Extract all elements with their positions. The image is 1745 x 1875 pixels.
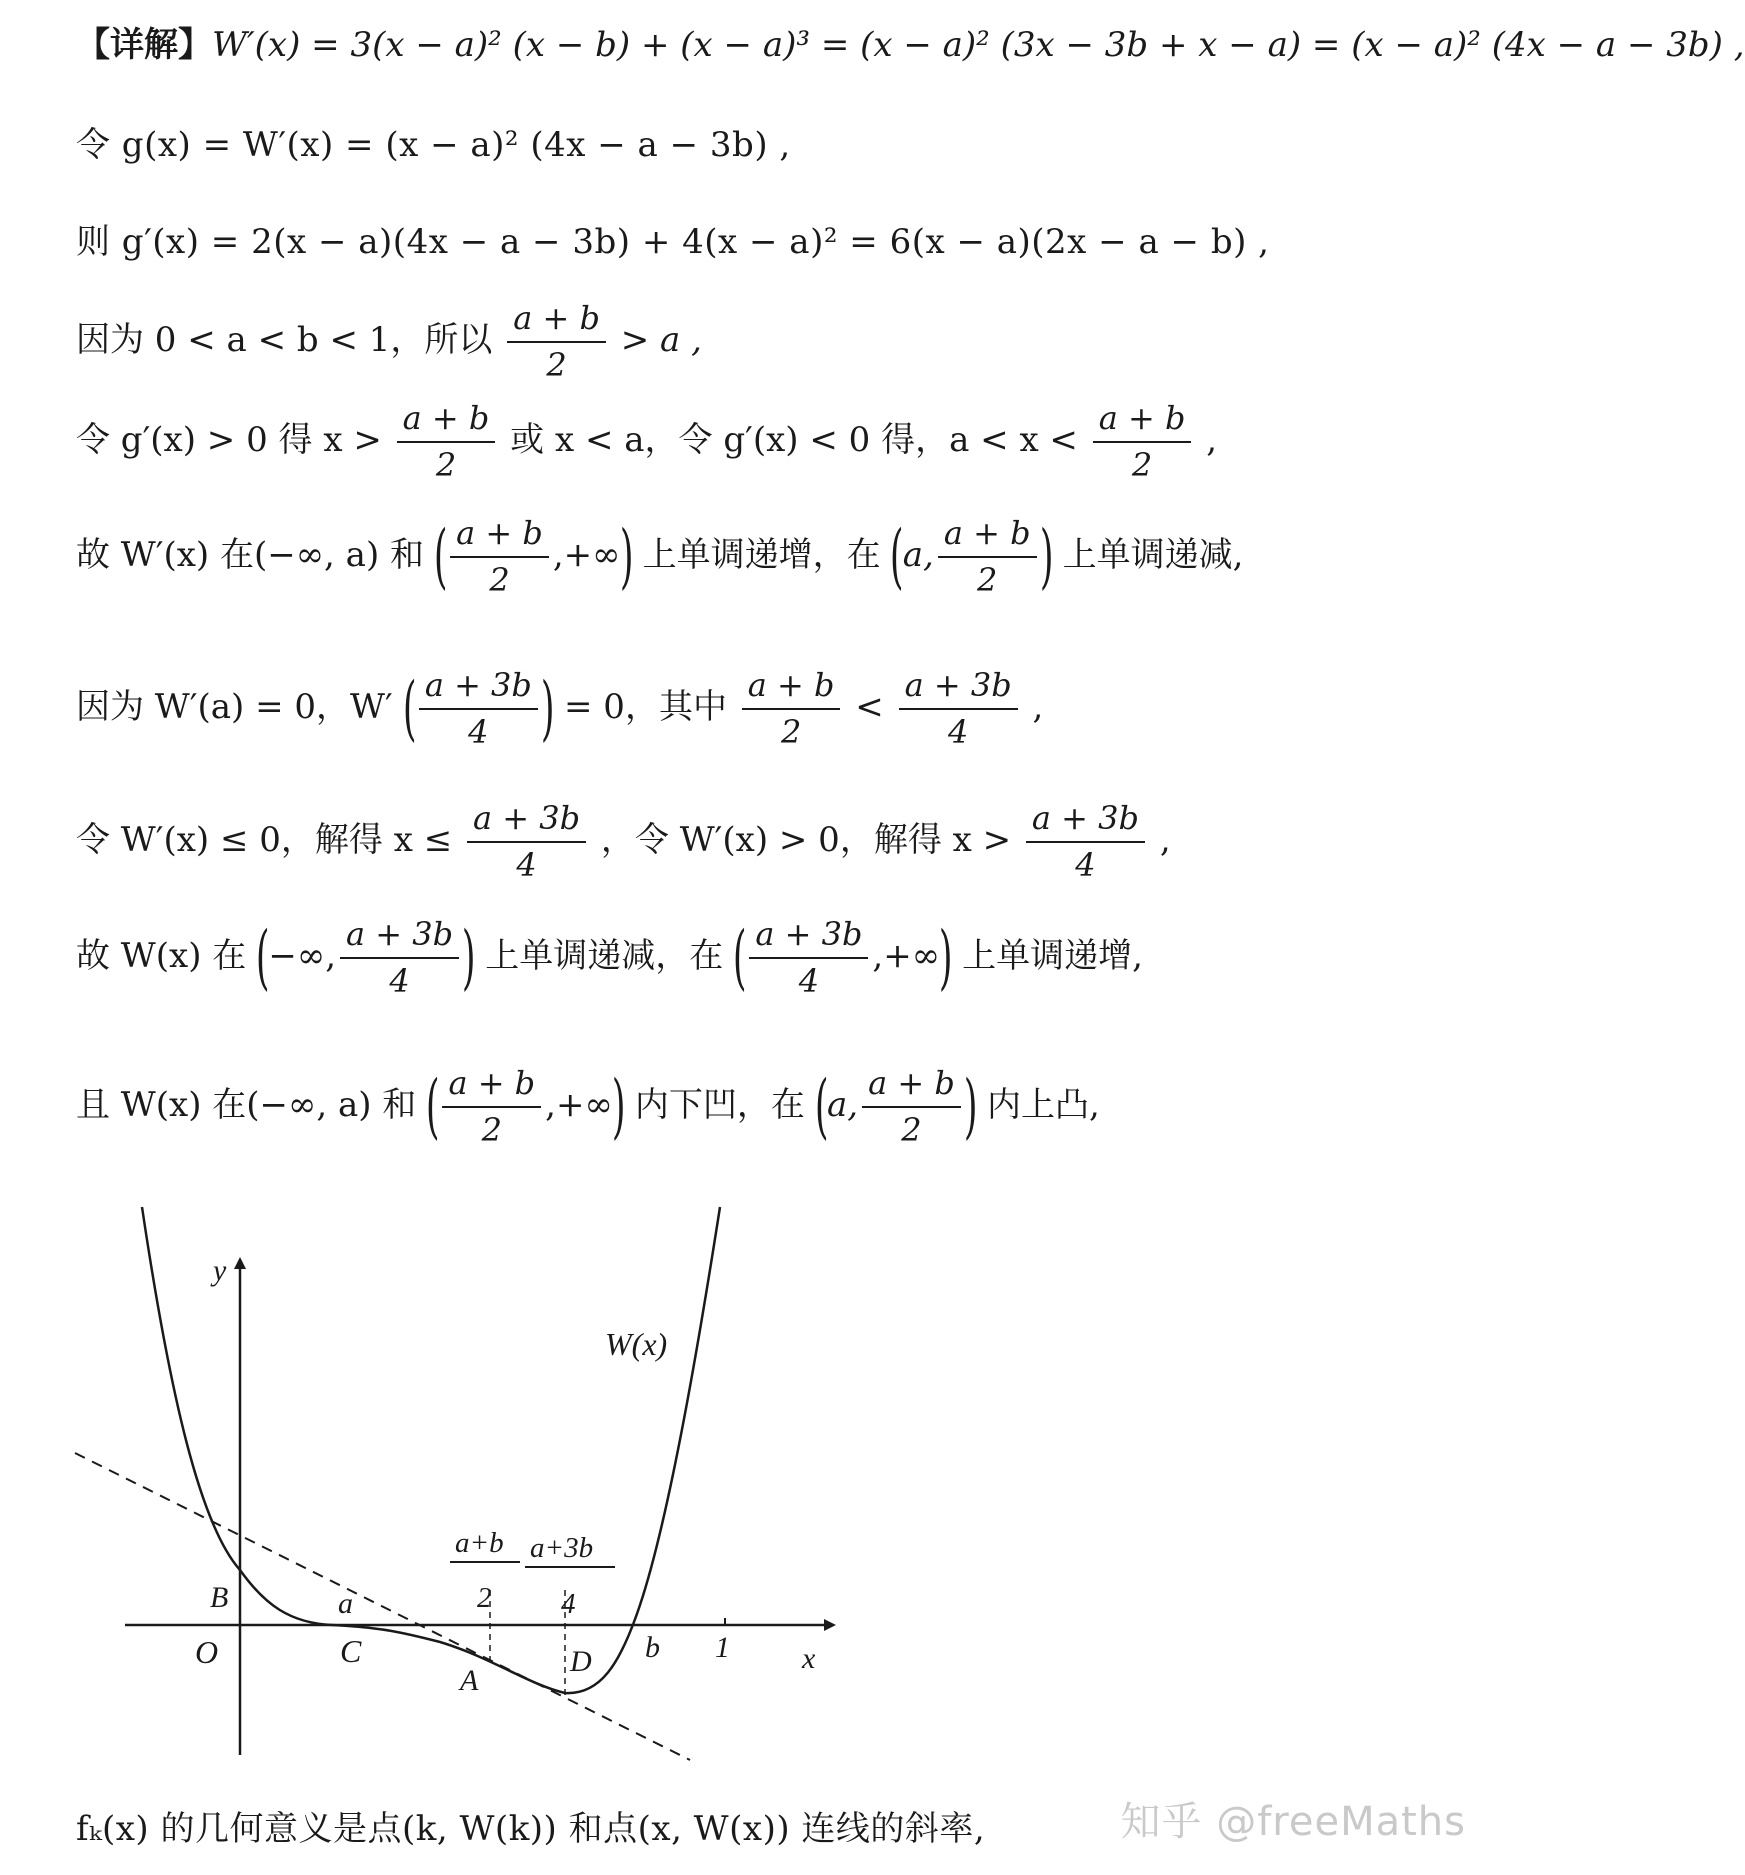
line-9: 故 W(x) 在 (−∞, $\frac{a + 3b}{4}$ ) 上单调递减，在 ( $\frac{a + 3b}{4}$ ,+∞) 上单调递增, xyxy=(76,915,1143,1000)
point-b-label: B xyxy=(210,1581,229,1614)
line-11-text: fₖ(x) 的几何意义是点(k, W(k)) 和点(x, W(x)) 连线的斜率, xyxy=(76,1809,986,1849)
line-8-post: , xyxy=(1159,819,1171,860)
point-d-label: D xyxy=(570,1645,592,1678)
fraction: $\frac{a + 3b}{4}$ xyxy=(749,916,868,1000)
line-5-mid: 或 x < a，令 g′(x) < 0 得，a < x < xyxy=(510,419,1078,460)
x-axis-label: x xyxy=(802,1642,816,1675)
line-2-text: 令 g(x) = W′(x) = (x − a)² (4x − a − 3b) , xyxy=(76,125,791,165)
line-10-pre: 且 W(x) 在(−∞, a) 和 xyxy=(76,1084,417,1125)
curve-label: W(x) xyxy=(605,1326,668,1362)
frac1-den: 2 xyxy=(477,1582,492,1614)
line-4 xyxy=(76,300,1448,384)
line-10-post: 内上凸, xyxy=(986,1084,1100,1125)
line-6-mid: 上单调递增，在 xyxy=(642,534,881,575)
fraction: $\frac{a + 3b}{4}$ xyxy=(899,667,1018,751)
line-7: 因为 W′(a) = 0，W′ ( $\frac{a + 3b}{4}$ ) = 0，其中 $\frac{a + b}{2}$ < $\frac{a + 3b}{4}$ , xyxy=(76,666,1044,751)
line-9-pre: 故 W(x) 在 xyxy=(76,935,247,976)
line-3 xyxy=(76,222,1448,262)
point-c-label: C xyxy=(340,1633,362,1669)
line-1 xyxy=(76,25,1745,65)
line-5-pre: 令 g′(x) > 0 得 x > xyxy=(76,419,382,460)
function-graph xyxy=(60,1195,860,1775)
y-axis-label: y xyxy=(213,1254,227,1287)
frac1-num: a+b xyxy=(455,1527,504,1559)
fraction: $\frac{a + b}{2}$ xyxy=(450,515,549,599)
line-8-pre: 令 W′(x) ≤ 0，解得 x ≤ xyxy=(76,819,453,860)
frac2-num: a+3b xyxy=(530,1532,594,1564)
point-b-small-label: b xyxy=(645,1631,660,1664)
one-label: 1 xyxy=(715,1631,730,1664)
line-8 xyxy=(76,800,1448,884)
line-10: 且 W(x) 在(−∞, a) 和 ( $\frac{a + b}{2}$ ,+∞) 内下凹，在 (a, $\frac{a + b}{2}$ ) 内上凸, xyxy=(76,1064,1100,1149)
fraction: $\frac{a + b}{2}$ xyxy=(397,400,496,484)
fraction: $\frac{a + b}{2}$ xyxy=(442,1065,541,1149)
tangent-line xyxy=(75,1453,690,1760)
line-3-text: 则 g′(x) = 2(x − a)(4x − a − 3b) + 4(x − a)² = 6(x − a)(2x − a − b) , xyxy=(76,222,1270,262)
line-10-mid: 内下凹，在 xyxy=(634,1084,805,1125)
fraction: $\frac{a + b}{2}$ xyxy=(1093,400,1192,484)
line-8-mid: ，令 W′(x) > 0，解得 x > xyxy=(600,819,1012,860)
line-6-pre: 故 W′(x) 在(−∞, a) 和 xyxy=(76,534,425,575)
detail-label: 【详解】 xyxy=(76,25,212,65)
line-9-post: 上单调递增, xyxy=(962,935,1143,976)
fraction: $\frac{a + b}{2}$ xyxy=(507,300,606,384)
line-6-post: 上单调递减, xyxy=(1062,534,1244,575)
line-6: 故 W′(x) 在(−∞, a) 和 ( $\frac{a + b}{2}$ ,+∞) 上单调递增，在 (a, $\frac{a + b}{2}$ ) 上单调递减, xyxy=(76,514,1244,599)
curve-w xyxy=(142,1207,720,1693)
point-A-label: A xyxy=(460,1664,479,1697)
fraction: $\frac{a + 3b}{4}$ xyxy=(1026,800,1145,884)
line-2 xyxy=(76,125,1448,165)
line-4-pre: 因为 0 < a < b < 1，所以 xyxy=(76,319,493,360)
line-7-mid: = 0，其中 xyxy=(564,686,727,727)
fraction: $\frac{a + b}{2}$ xyxy=(862,1065,961,1149)
line-4-post: > a , xyxy=(620,319,702,360)
line-9-mid: 上单调递减，在 xyxy=(485,935,724,976)
line-5-post: , xyxy=(1206,419,1218,460)
frac2-den: 4 xyxy=(561,1588,576,1620)
fraction: $\frac{a + 3b}{4}$ xyxy=(467,800,586,884)
point-a-label: a xyxy=(338,1587,353,1620)
line-5 xyxy=(76,400,1448,484)
fraction: $\frac{a + 3b}{4}$ xyxy=(340,916,459,1000)
fraction: $\frac{a + b}{2}$ xyxy=(742,667,841,751)
origin-label: O xyxy=(195,1634,219,1670)
line-7-post: , xyxy=(1032,686,1044,727)
line-1-expr: W′(x) = 3(x − a)² (x − b) + (x − a)³ = (x − a)² (3x − 3b + x − a) = (x − a)² (4x − a − 3b) , xyxy=(212,25,1745,65)
fraction: $\frac{a + b}{2}$ xyxy=(938,515,1037,599)
fraction: $\frac{a + 3b}{4}$ xyxy=(419,667,538,751)
line-7-pre: 因为 W′(a) = 0，W′ xyxy=(76,686,393,727)
watermark: 知乎 @freeMaths xyxy=(1120,1799,1466,1845)
